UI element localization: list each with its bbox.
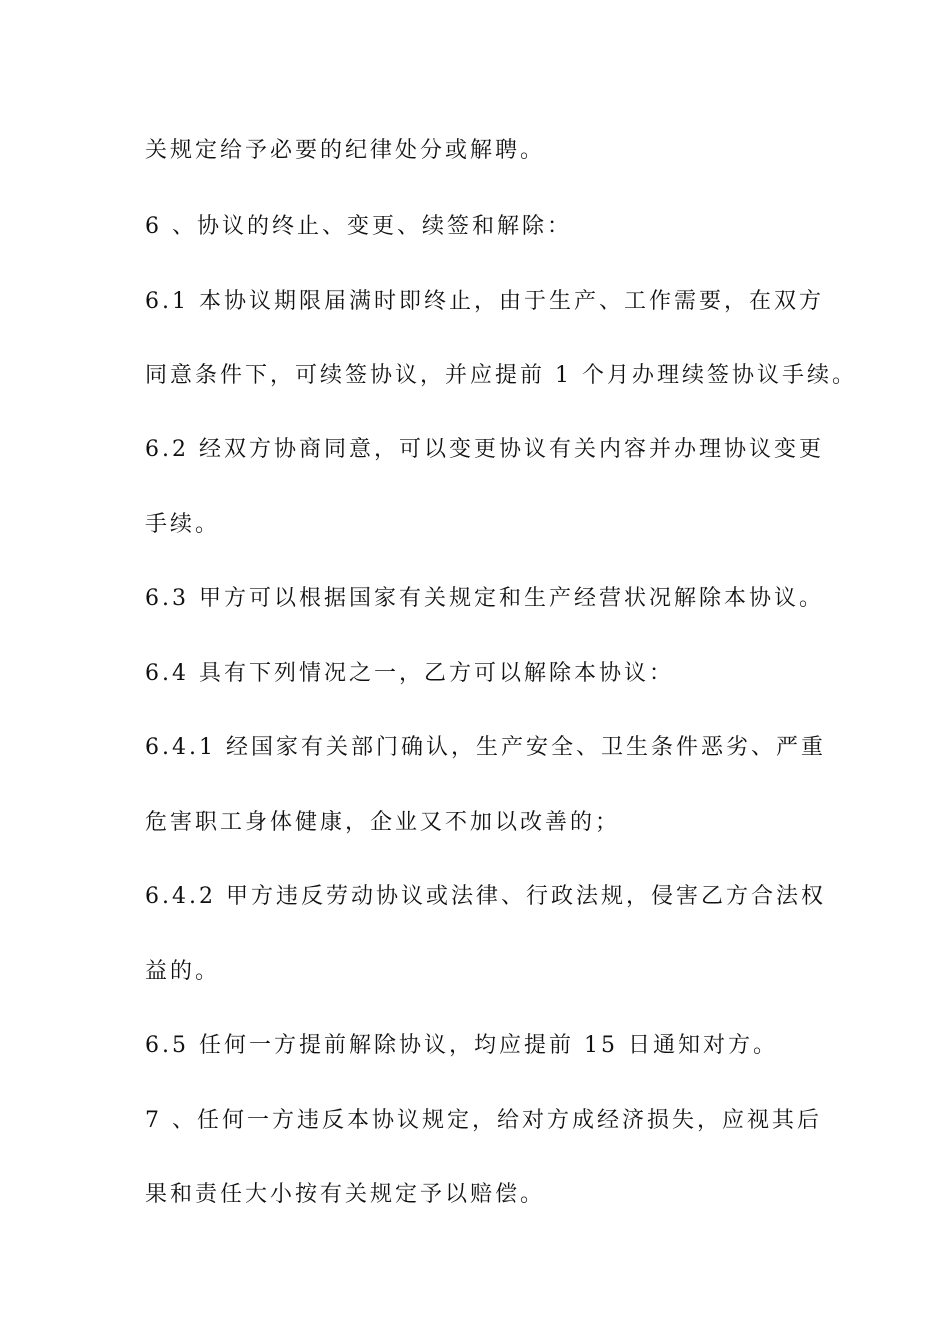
clause-6-2: 6.2 经双方协商同意，可以变更协议有关内容并办理协议变更: [145, 437, 824, 462]
clause-6-5: 6.5 任何一方提前解除协议，均应提前 15 日通知对方。: [145, 1033, 778, 1058]
text-line: 危害职工身体健康，企业又不加以改善的；: [145, 810, 621, 835]
text-line: 关规定给予必要的纪律处分或解聘。: [145, 138, 546, 163]
text-line: 手续。: [145, 512, 221, 537]
clause-6-4: 6.4 具有下列情况之一，乙方可以解除本协议：: [145, 661, 674, 686]
section-heading-7: 7 、任何一方违反本协议规定，给对方成经济损失，应视其后: [145, 1108, 822, 1133]
text-line: 果和责任大小按有关规定予以赔偿。: [145, 1182, 546, 1207]
section-heading-6: 6 、协议的终止、变更、续签和解除：: [145, 214, 572, 239]
text-line: 同意条件下，可续签协议，并应提前 1 个月办理续签协议手续。: [145, 363, 857, 388]
clause-6-4-1: 6.4.1 经国家有关部门确认，生产安全、卫生条件恶劣、严重: [145, 735, 826, 760]
clause-6-3: 6.3 甲方可以根据国家有关规定和生产经营状况解除本协议。: [145, 586, 824, 611]
clause-6-4-2: 6.4.2 甲方违反劳动协议或法律、行政法规，侵害乙方合法权: [145, 884, 826, 909]
clause-6-1: 6.1 本协议期限届满时即终止，由于生产、工作需要，在双方: [145, 289, 824, 314]
text-line: 益的。: [145, 959, 221, 984]
